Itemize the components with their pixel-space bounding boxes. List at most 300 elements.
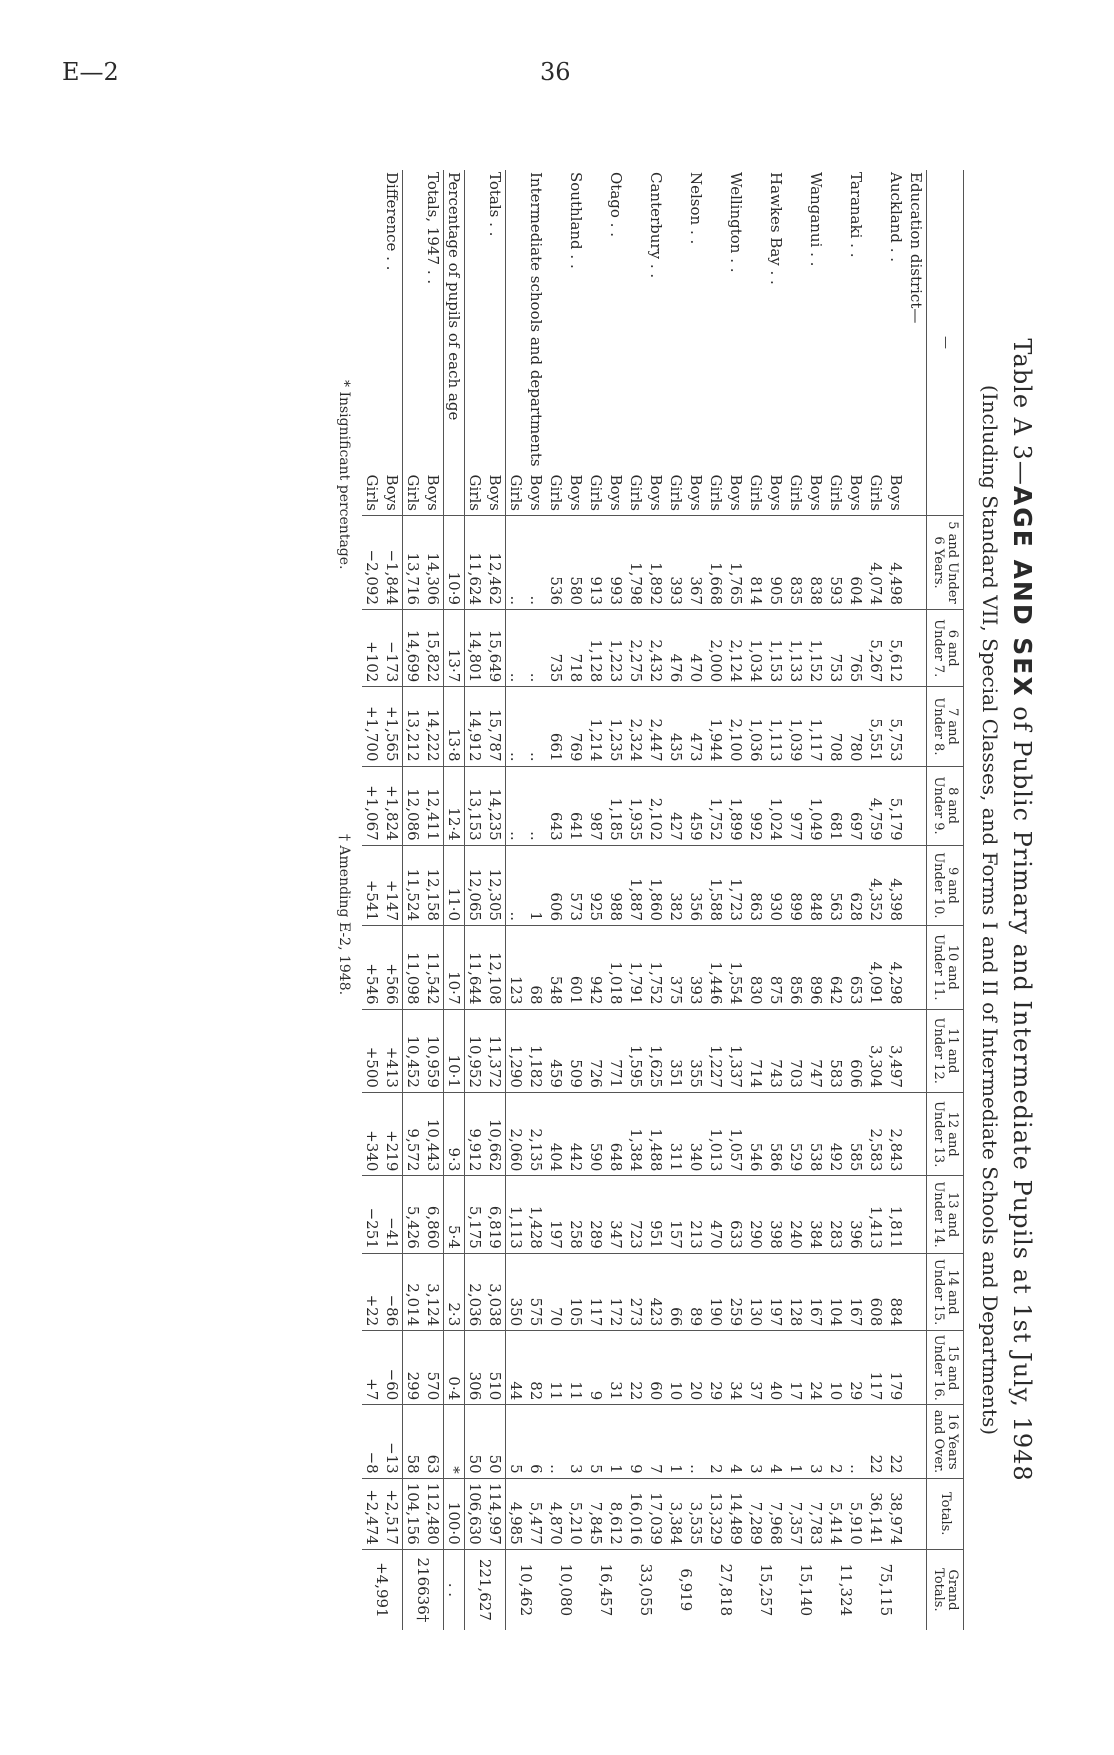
data-cell: 299 — [403, 1331, 424, 1405]
data-cell: 628 — [846, 845, 866, 925]
data-cell: 586 — [766, 1092, 786, 1175]
data-cell: 393 — [666, 516, 686, 610]
empty-cell — [906, 1478, 927, 1549]
data-cell: 476 — [666, 610, 686, 687]
data-cell: 875 — [766, 926, 786, 1009]
data-cell: −86 — [382, 1253, 403, 1330]
data-cell: 3 — [746, 1405, 766, 1478]
header-col: 12 and Under 13. — [927, 1092, 964, 1175]
data-cell: 7,968 — [766, 1478, 786, 1549]
data-cell: 350 — [506, 1253, 527, 1330]
grand-total-cell: 15,257 — [746, 1549, 786, 1630]
sex-label: Girls — [667, 474, 685, 511]
sex-label: Boys — [485, 471, 506, 516]
data-cell: 2,036 — [465, 1253, 486, 1330]
data-cell: 765 — [846, 610, 866, 687]
data-cell: 459 — [686, 766, 706, 845]
data-cell: 714 — [746, 1009, 766, 1092]
table-row — [382, 170, 403, 1630]
data-cell: 14,235 — [485, 766, 506, 845]
row-label: Auckland . . — [887, 172, 905, 263]
data-cell: +566 — [382, 926, 403, 1009]
row-label — [465, 170, 486, 471]
data-cell: 2,583 — [866, 1092, 886, 1175]
row-label: Difference . . — [382, 170, 403, 471]
data-cell: 546 — [746, 1092, 766, 1175]
data-cell: 608 — [866, 1253, 886, 1330]
data-cell: 117 — [866, 1331, 886, 1405]
data-cell: 3 — [806, 1405, 826, 1478]
data-cell: 31 — [606, 1331, 626, 1405]
row-label: Totals . . — [485, 170, 506, 471]
data-cell: 492 — [826, 1092, 846, 1175]
data-cell: 459 — [546, 1009, 566, 1092]
data-cell: 780 — [846, 687, 866, 766]
data-cell: 1 — [606, 1405, 626, 1478]
data-cell: 259 — [726, 1253, 746, 1330]
data-cell: 470 — [686, 610, 706, 687]
data-cell: 20 — [686, 1331, 706, 1405]
grand-total-cell: 75,115 — [866, 1549, 906, 1630]
data-cell: 1,049 — [806, 766, 826, 845]
data-cell: 106,630 — [465, 1478, 486, 1549]
data-cell: 6,819 — [485, 1176, 506, 1253]
data-cell: 473 — [686, 687, 706, 766]
data-cell: 606 — [846, 1009, 866, 1092]
table-row — [423, 170, 444, 1630]
data-cell: 14,306 — [423, 516, 444, 610]
data-cell: +1,824 — [382, 766, 403, 845]
table-row — [506, 170, 527, 1630]
row-label: Percentage of pupils of each age — [444, 170, 465, 516]
data-cell: 2 — [826, 1405, 846, 1478]
data-cell: 10,443 — [423, 1092, 444, 1175]
table-row — [886, 170, 906, 1630]
grand-total-cell: +4,991 — [362, 1549, 403, 1630]
table-row — [726, 170, 746, 1630]
data-cell: 172 — [606, 1253, 626, 1330]
data-cell: 130 — [746, 1253, 766, 1330]
data-cell: 884 — [886, 1253, 906, 1330]
data-cell: 22 — [866, 1405, 886, 1478]
data-cell: +541 — [362, 845, 382, 925]
data-cell: .. — [686, 1405, 706, 1478]
table-row — [362, 170, 382, 1630]
data-cell: 9 — [586, 1331, 606, 1405]
data-cell: 771 — [606, 1009, 626, 1092]
data-cell: 283 — [826, 1176, 846, 1253]
data-cell: 1,113 — [506, 1176, 527, 1253]
empty-cell — [906, 516, 927, 610]
data-cell: 5,612 — [886, 610, 906, 687]
data-cell: 913 — [586, 516, 606, 610]
data-cell: 1,036 — [746, 687, 766, 766]
data-cell: 58 — [403, 1405, 424, 1478]
data-cell: −1,844 — [382, 516, 403, 610]
data-cell: 814 — [746, 516, 766, 610]
data-cell: +546 — [362, 926, 382, 1009]
data-cell: 2,102 — [646, 766, 666, 845]
data-cell: 29 — [706, 1331, 726, 1405]
empty-cell — [906, 1009, 927, 1092]
data-cell: 289 — [586, 1176, 606, 1253]
data-cell: +219 — [382, 1092, 403, 1175]
data-cell: 5,910 — [846, 1478, 866, 1549]
data-cell: 3,038 — [485, 1253, 506, 1330]
row-label — [506, 170, 527, 471]
data-cell: −41 — [382, 1176, 403, 1253]
grand-total-cell: 10,080 — [546, 1549, 586, 1630]
data-cell: 735 — [546, 610, 566, 687]
data-cell: 11 — [546, 1331, 566, 1405]
data-cell: 529 — [786, 1092, 806, 1175]
data-cell: 10·9 — [444, 516, 465, 610]
sex-label: Boys — [423, 471, 444, 516]
data-cell: −60 — [382, 1331, 403, 1405]
sex-label: Girls — [707, 474, 725, 511]
row-label — [706, 170, 726, 471]
data-cell: +2,474 — [362, 1478, 382, 1549]
data-cell: 925 — [586, 845, 606, 925]
data-cell: 1,128 — [586, 610, 606, 687]
data-cell: 575 — [526, 1253, 546, 1330]
data-cell: 7,357 — [786, 1478, 806, 1549]
data-cell: .. — [506, 516, 527, 610]
data-cell: 128 — [786, 1253, 806, 1330]
sex-label: Girls — [363, 474, 381, 511]
data-cell: 404 — [546, 1092, 566, 1175]
data-cell: 123 — [506, 926, 527, 1009]
data-cell: 340 — [686, 1092, 706, 1175]
data-cell: 1,384 — [626, 1092, 646, 1175]
data-cell: 899 — [786, 845, 806, 925]
data-cell: 930 — [766, 845, 786, 925]
data-cell: 10,662 — [485, 1092, 506, 1175]
header-col: 7 and Under 8. — [927, 687, 964, 766]
data-cell: 9 — [626, 1405, 646, 1478]
data-cell: 14,912 — [465, 687, 486, 766]
data-cell: 9·3 — [444, 1092, 465, 1175]
data-cell: 4,091 — [866, 926, 886, 1009]
data-cell: 15,787 — [485, 687, 506, 766]
data-cell: +1,067 — [362, 766, 382, 845]
data-cell: 306 — [465, 1331, 486, 1405]
data-cell: +102 — [362, 610, 382, 687]
data-cell: 66 — [666, 1253, 686, 1330]
data-cell: 548 — [546, 926, 566, 1009]
data-cell: 643 — [546, 766, 566, 845]
data-cell: 570 — [423, 1331, 444, 1405]
data-cell: 585 — [846, 1092, 866, 1175]
data-cell: −13 — [382, 1405, 403, 1478]
data-cell: 258 — [566, 1176, 586, 1253]
empty-cell — [906, 926, 927, 1009]
data-cell: 70 — [546, 1253, 566, 1330]
data-cell: 726 — [586, 1009, 606, 1092]
row-label — [362, 170, 382, 471]
data-cell: 15,822 — [423, 610, 444, 687]
row-label: Southland . . — [567, 172, 585, 269]
data-cell: 104,156 — [403, 1478, 424, 1549]
grand-total-cell: . . — [444, 1549, 465, 1630]
data-cell: +1,700 — [362, 687, 382, 766]
data-cell: 951 — [646, 1176, 666, 1253]
data-cell: 12,411 — [423, 766, 444, 845]
row-label — [586, 170, 606, 471]
grand-total-cell: 16,457 — [586, 1549, 626, 1630]
grand-total-cell: 11,324 — [826, 1549, 866, 1630]
data-cell: +340 — [362, 1092, 382, 1175]
empty-cell — [906, 1331, 927, 1405]
data-cell: .. — [846, 1405, 866, 1478]
data-cell: 9,572 — [403, 1092, 424, 1175]
data-cell: 1 — [526, 845, 546, 925]
sex-label: Boys — [847, 474, 865, 511]
row-label: Wanganui . . — [807, 172, 825, 267]
row-label: Hawkes Bay . . — [767, 172, 785, 285]
data-cell: 442 — [566, 1092, 586, 1175]
table-row — [526, 170, 546, 1630]
table-row — [706, 170, 726, 1630]
row-label: Wellington . . — [727, 172, 745, 273]
data-cell: 13,716 — [403, 516, 424, 610]
data-cell: 63 — [423, 1405, 444, 1478]
data-cell: 167 — [846, 1253, 866, 1330]
data-cell: 1,013 — [706, 1092, 726, 1175]
title-suffix: of Public Primary and Intermediate Pupils at 1st July, 1948 — [1008, 706, 1036, 1482]
data-cell: 3,304 — [866, 1009, 886, 1092]
data-cell: +7 — [362, 1331, 382, 1405]
title-main: AGE AND SEX — [1008, 485, 1037, 698]
data-cell: 1,625 — [646, 1009, 666, 1092]
table-row — [826, 170, 846, 1630]
table-row — [746, 170, 766, 1630]
header-col: 11 and Under 12. — [927, 1009, 964, 1092]
data-cell: 393 — [686, 926, 706, 1009]
data-cell: 4,498 — [886, 516, 906, 610]
data-cell: 104 — [826, 1253, 846, 1330]
data-cell: 8,612 — [606, 1478, 626, 1549]
data-cell: 1,227 — [706, 1009, 726, 1092]
data-cell: 648 — [606, 1092, 626, 1175]
data-cell: 769 — [566, 687, 586, 766]
table-row — [566, 170, 586, 1630]
data-cell: 743 — [766, 1009, 786, 1092]
data-cell: 573 — [566, 845, 586, 925]
data-cell: 7,845 — [586, 1478, 606, 1549]
data-cell: 11,542 — [423, 926, 444, 1009]
row-label: Taranaki . . — [847, 172, 865, 258]
row-label: Otago . . — [607, 172, 625, 237]
grand-total-cell: 27,818 — [706, 1549, 746, 1630]
sex-label: Boys — [567, 474, 585, 511]
data-cell: 12,305 — [485, 845, 506, 925]
data-cell: +413 — [382, 1009, 403, 1092]
data-cell: 606 — [546, 845, 566, 925]
row-label: Intermediate schools and departments — [527, 172, 545, 467]
table-row — [806, 170, 826, 1630]
data-cell: 197 — [766, 1253, 786, 1330]
data-cell: 240 — [786, 1176, 806, 1253]
table-row — [766, 170, 786, 1630]
data-cell: 112,480 — [423, 1478, 444, 1549]
data-cell: 427 — [666, 766, 686, 845]
data-cell: 68 — [526, 926, 546, 1009]
data-cell: 11,644 — [465, 926, 486, 1009]
data-cell: −2,092 — [362, 516, 382, 610]
grand-total-cell: 10,462 — [506, 1549, 547, 1630]
data-cell: 0·4 — [444, 1331, 465, 1405]
data-cell: 10 — [826, 1331, 846, 1405]
header-row — [927, 170, 964, 1630]
data-cell: 9,912 — [465, 1092, 486, 1175]
data-cell: 13·8 — [444, 687, 465, 766]
data-cell: 1,034 — [746, 610, 766, 687]
data-cell: 12,108 — [485, 926, 506, 1009]
data-cell: 1,595 — [626, 1009, 646, 1092]
header-col: 6 and Under 7. — [927, 610, 964, 687]
data-cell: 5,414 — [826, 1478, 846, 1549]
data-cell: 5,551 — [866, 687, 886, 766]
data-cell: 384 — [806, 1176, 826, 1253]
empty-cell — [906, 1253, 927, 1330]
data-cell: 4,870 — [546, 1478, 566, 1549]
data-cell: 563 — [826, 845, 846, 925]
empty-cell — [906, 687, 927, 766]
data-cell: 10 — [666, 1331, 686, 1405]
data-cell: 1,113 — [766, 687, 786, 766]
data-cell: 12·4 — [444, 766, 465, 845]
data-cell: 604 — [846, 516, 866, 610]
data-cell: 988 — [606, 845, 626, 925]
row-label — [626, 170, 646, 471]
data-cell: 117 — [586, 1253, 606, 1330]
data-cell: 14,801 — [465, 610, 486, 687]
data-cell: 838 — [806, 516, 826, 610]
data-cell: 1,039 — [786, 687, 806, 766]
header-col: Grand Totals. — [927, 1549, 964, 1630]
data-cell: +1,565 — [382, 687, 403, 766]
data-cell: 2,060 — [506, 1092, 527, 1175]
data-cell: 2,843 — [886, 1092, 906, 1175]
data-cell: 10·7 — [444, 926, 465, 1009]
data-cell: 3,535 — [686, 1478, 706, 1549]
data-cell: 13,212 — [403, 687, 424, 766]
data-cell: 1,214 — [586, 687, 606, 766]
data-cell: 4,352 — [866, 845, 886, 925]
data-cell: 4,298 — [886, 926, 906, 1009]
data-cell: 6,860 — [423, 1176, 444, 1253]
sex-label: Girls — [747, 474, 765, 511]
data-cell: 22 — [626, 1331, 646, 1405]
data-cell: 590 — [586, 1092, 606, 1175]
table-row — [666, 170, 686, 1630]
data-cell: .. — [526, 687, 546, 766]
empty-cell — [906, 1092, 927, 1175]
data-cell: 661 — [546, 687, 566, 766]
data-cell: 13,153 — [465, 766, 486, 845]
data-cell: 22 — [886, 1405, 906, 1478]
header-col: 15 and Under 16. — [927, 1331, 964, 1405]
data-cell: 12,462 — [485, 516, 506, 610]
data-cell: .. — [506, 766, 527, 845]
data-cell: 190 — [706, 1253, 726, 1330]
sex-label: Boys — [727, 474, 745, 511]
data-cell: .. — [526, 766, 546, 845]
data-cell: 5,210 — [566, 1478, 586, 1549]
page-reference: E—2 — [62, 58, 119, 86]
data-cell: 13,329 — [706, 1478, 726, 1549]
data-cell: 6 — [526, 1405, 546, 1478]
data-cell: 355 — [686, 1009, 706, 1092]
data-cell: 351 — [666, 1009, 686, 1092]
data-cell: 179 — [886, 1331, 906, 1405]
sex-label: Boys — [647, 474, 665, 511]
data-cell: 1,057 — [726, 1092, 746, 1175]
data-cell: 1,290 — [506, 1009, 527, 1092]
data-cell: 1,798 — [626, 516, 646, 610]
table-row — [606, 170, 626, 1630]
data-cell: 100·0 — [444, 1478, 465, 1549]
data-cell: 11·0 — [444, 845, 465, 925]
data-cell: 1,446 — [706, 926, 726, 1009]
data-cell: .. — [526, 610, 546, 687]
data-cell: 4,759 — [866, 766, 886, 845]
data-cell: 1,428 — [526, 1176, 546, 1253]
data-cell: 14,222 — [423, 687, 444, 766]
header-col: 10 and Under 11. — [927, 926, 964, 1009]
table-subtitle: (Including Standard VII, Special Classes, and Forms I and II of Intermediate Schools and Departments) — [978, 384, 1002, 1436]
data-cell: 11,372 — [485, 1009, 506, 1092]
data-cell: 723 — [626, 1176, 646, 1253]
data-cell: 1 — [786, 1405, 806, 1478]
data-cell: 5,267 — [866, 610, 886, 687]
data-cell: 697 — [846, 766, 866, 845]
data-cell: 290 — [746, 1176, 766, 1253]
row-label: Nelson . . — [687, 172, 705, 245]
data-cell: 3,124 — [423, 1253, 444, 1330]
header-col: 9 and Under 10. — [927, 845, 964, 925]
empty-cell — [906, 1176, 927, 1253]
data-cell: 7,289 — [746, 1478, 766, 1549]
grand-total-cell: 221,627 — [465, 1549, 506, 1630]
data-cell: 538 — [806, 1092, 826, 1175]
page-number: 36 — [540, 58, 571, 86]
data-cell: 24 — [806, 1331, 826, 1405]
data-cell: 2,275 — [626, 610, 646, 687]
rotated-table-page — [125, 130, 1045, 1690]
data-cell: 848 — [806, 845, 826, 925]
data-cell: 7,783 — [806, 1478, 826, 1549]
data-cell: 17,039 — [646, 1478, 666, 1549]
row-label — [746, 170, 766, 471]
data-cell: 863 — [746, 845, 766, 925]
data-cell: 5,179 — [886, 766, 906, 845]
table-row — [866, 170, 886, 1630]
data-cell: 5,175 — [465, 1176, 486, 1253]
data-cell: −173 — [382, 610, 403, 687]
data-cell: 1,723 — [726, 845, 746, 925]
data-cell: 1,235 — [606, 687, 626, 766]
data-cell: 11,524 — [403, 845, 424, 925]
data-cell: 10,959 — [423, 1009, 444, 1092]
data-cell: 1,024 — [766, 766, 786, 845]
table-row — [686, 170, 706, 1630]
data-cell: 2,324 — [626, 687, 646, 766]
table-row — [626, 170, 646, 1630]
data-cell: 580 — [566, 516, 586, 610]
data-cell: 10,952 — [465, 1009, 486, 1092]
